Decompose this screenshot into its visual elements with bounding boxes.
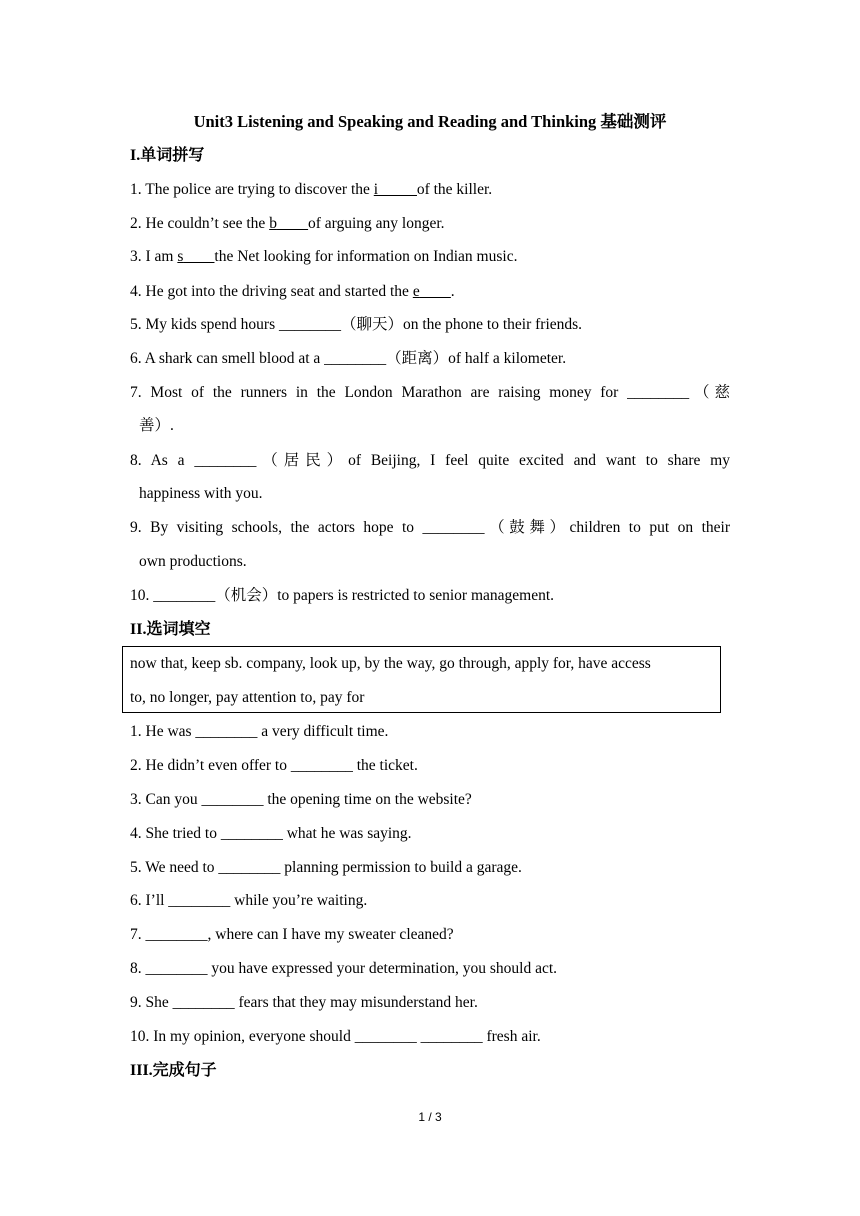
s1-item-4: 4. He got into the driving seat and started the e____. (130, 283, 455, 300)
page-title: Unit3 Listening and Speaking and Reading and Thinking 基础测评 (193, 112, 667, 131)
s2-item-7: 7. ________, where can I have my sweater cleaned? (130, 926, 454, 943)
section-2-heading: II.选词填空 (130, 621, 211, 638)
word-bank-box (122, 646, 721, 713)
s1-item-8-cont: happiness with you. (139, 485, 263, 502)
s2-item-10: 10. In my opinion, everyone should ________ ________ fresh air. (130, 1028, 541, 1045)
s2-item-4: 4. She tried to ________ what he was saying. (130, 825, 412, 842)
s1-item-8: 8. As a ________（居民）of Beijing, I feel quite excited and want to share my (130, 452, 730, 469)
s2-item-2: 2. He didn’t even offer to ________ the ticket. (130, 757, 418, 774)
s1-item-10: 10. ________（机会）to papers is restricted to senior management. (130, 587, 555, 604)
s1-item-5: 5. My kids spend hours ________（聊天）on the phone to their friends. (130, 316, 583, 333)
s1-item-9-cont: own productions. (139, 553, 247, 570)
s1-item-3: 3. I am s____the Net looking for information on Indian music. (130, 248, 518, 265)
s1-item-1: 1. The police are trying to discover the i_____of the killer. (130, 181, 493, 198)
s2-item-3: 3. Can you ________ the opening time on the website? (130, 791, 472, 808)
s1-item-2: 2. He couldn’t see the b____of arguing any longer. (130, 215, 445, 232)
page-number: 1 / 3 (418, 1110, 442, 1124)
s2-item-1: 1. He was ________ a very difficult time. (130, 723, 389, 740)
s2-item-5: 5. We need to ________ planning permission to build a garage. (130, 859, 522, 876)
section-1-heading: I.单词拼写 (130, 147, 205, 164)
s1-item-6: 6. A shark can smell blood at a ________（距离）of half a kilometer. (130, 350, 567, 367)
s1-item-7-cont: 善）. (139, 417, 174, 434)
section-3-heading: III.完成句子 (130, 1062, 217, 1079)
s1-item-7: 7. Most of the runners in the London Marathon are raising money for ________（慈 (130, 384, 730, 401)
word-bank-line-2: to, no longer, pay attention to, pay for (130, 689, 365, 706)
word-bank-line-1: now that, keep sb. company, look up, by the way, go through, apply for, have access (130, 655, 651, 672)
s2-item-8: 8. ________ you have expressed your determination, you should act. (130, 960, 558, 977)
s2-item-6: 6. I’ll ________ while you’re waiting. (130, 892, 368, 909)
s1-item-9: 9. By visiting schools, the actors hope to ________（鼓舞）children to put on their (130, 519, 730, 536)
s2-item-9: 9. She ________ fears that they may misunderstand her. (130, 994, 478, 1011)
